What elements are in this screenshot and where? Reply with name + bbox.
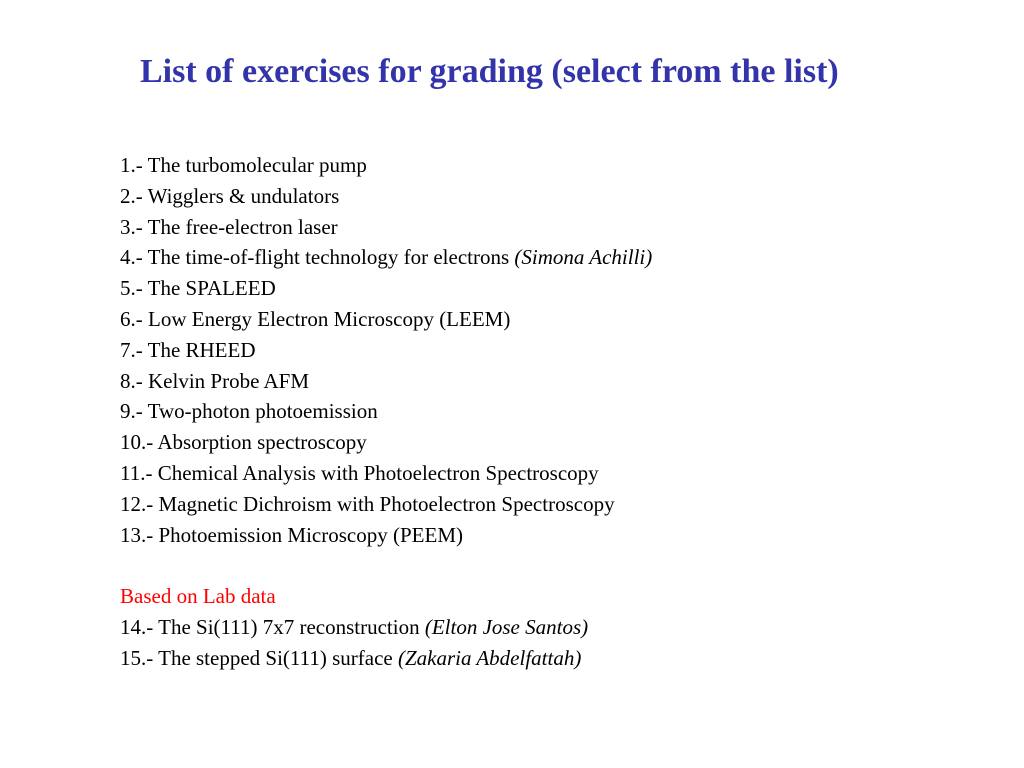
list-item [120, 396, 1000, 427]
list-item-assignee: (Simona Achilli) [514, 245, 653, 270]
exercise-list [120, 150, 1000, 674]
list-item-text: 9.- Two-photon photoemission [120, 399, 378, 424]
list-item [120, 335, 1000, 366]
list-item [120, 304, 1000, 335]
list-item [120, 458, 1000, 489]
list-item [120, 181, 1000, 212]
list-item-text: 5.- The SPALEED [120, 276, 276, 301]
slide-title: List of exercises for grading (select from the list) [140, 53, 839, 90]
list-item [120, 427, 1000, 458]
list-item-text: 3.- The free-electron laser [120, 214, 338, 239]
list-item-text: 4.- The time-of-flight technology for electrons [120, 245, 515, 270]
list-item [120, 520, 1000, 551]
list-item [120, 643, 1000, 674]
list-item [120, 489, 1000, 520]
list-item-assignee: (Elton Jose Santos) [424, 614, 589, 639]
list-item-text: 8.- Kelvin Probe AFM [120, 368, 309, 393]
list-item-text: 6.- Low Energy Electron Microscopy (LEEM) [120, 306, 511, 331]
list-item-text: 10.- Absorption spectroscopy [120, 430, 367, 455]
list-spacer [120, 550, 1000, 581]
list-item [120, 150, 1000, 181]
lab-section-label: Based on Lab data [120, 584, 276, 609]
list-item [120, 242, 1000, 273]
list-item-text: 15.- The stepped Si(111) surface [120, 645, 398, 670]
list-item-text: 2.- Wigglers & undulators [120, 183, 340, 208]
list-item-text: 13.- Photoemission Microscopy (PEEM) [120, 522, 463, 547]
list-item [120, 212, 1000, 243]
list-item-assignee: (Zakaria Abdelfattah) [397, 645, 582, 670]
list-item-text: 7.- The RHEED [120, 337, 256, 362]
list-item [120, 612, 1000, 643]
list-item [120, 273, 1000, 304]
list-item-text: 12.- Magnetic Dichroism with Photoelectron Spectroscopy [120, 491, 615, 516]
list-item [120, 366, 1000, 397]
list-item-text: 11.- Chemical Analysis with Photoelectron Spectroscopy [120, 460, 599, 485]
list-item-text: 1.- The turbomolecular pump [120, 153, 367, 177]
list-item-text: 14.- The Si(111) 7x7 reconstruction [120, 614, 425, 639]
